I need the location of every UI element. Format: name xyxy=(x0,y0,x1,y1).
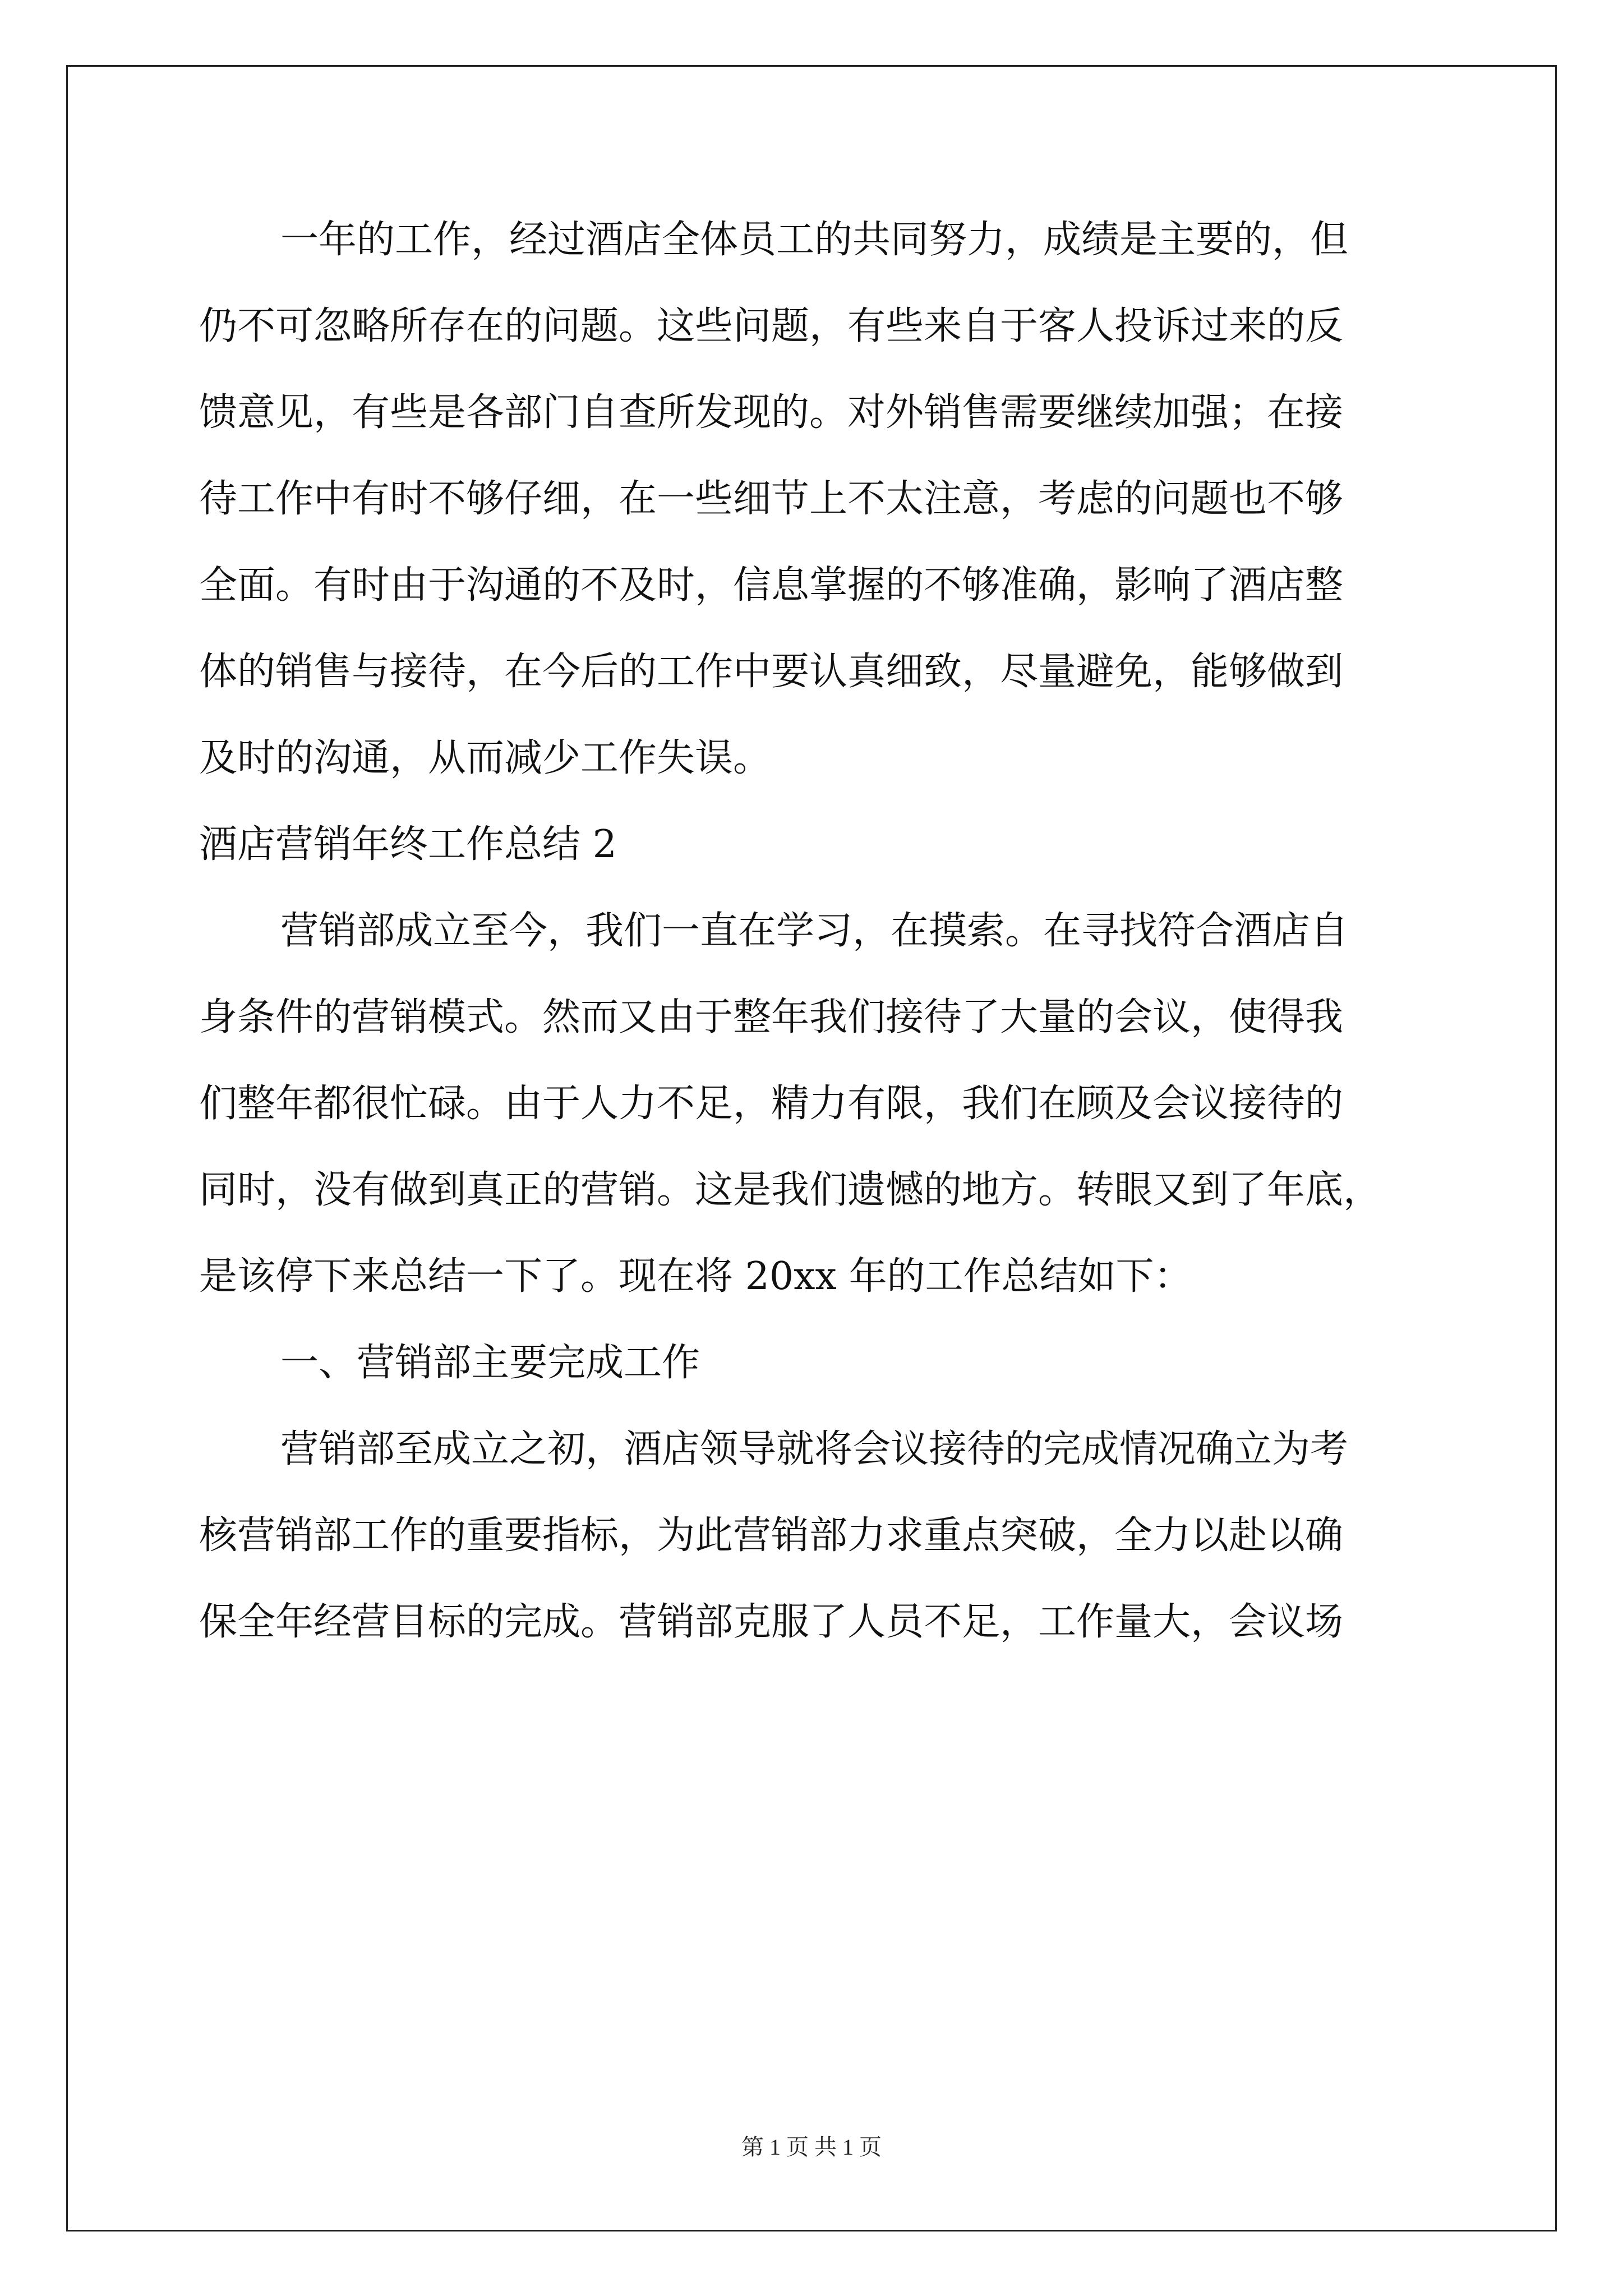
subsection-heading: 一、营销部主要完成工作 xyxy=(280,1341,700,1385)
paragraph-line: 保全年经营目标的完成。营销部克服了人员不足，工作量大，会议场 xyxy=(199,1600,1344,1644)
paragraph-line: 核营销部工作的重要指标，为此营销部力求重点突破，全力以赴以确 xyxy=(199,1513,1344,1558)
paragraph-line: 待工作中有时不够仔细，在一些细节上不太注意，考虑的问题也不够 xyxy=(199,477,1344,521)
paragraph-line: 全面。有时由于沟通的不及时，信息掌握的不够准确，影响了酒店整 xyxy=(199,563,1344,608)
paragraph-line: 一年的工作，经过酒店全体员工的共同努力，成绩是主要的，但 xyxy=(280,218,1349,262)
paragraph-line: 身条件的营销模式。然而又由于整年我们接待了大量的会议，使得我 xyxy=(199,995,1344,1039)
paragraph-line: 营销部至成立之初，酒店领导就将会议接待的完成情况确立为考 xyxy=(280,1427,1349,1471)
paragraph-line: 仍不可忽略所存在的问题。这些问题，有些来自于客人投诉过来的反 xyxy=(199,304,1344,348)
section-title: 酒店营销年终工作总结 2 xyxy=(199,822,617,867)
paragraph-line: 是该停下来总结一下了。现在将 20xx 年的工作总结如下： xyxy=(199,1254,1192,1299)
document-body xyxy=(199,218,1433,2069)
page-footer: 第 1 页 共 1 页 xyxy=(741,2134,882,2160)
paragraph-line: 馈意见，有些是各部门自查所发现的。对外销售需要继续加强；在接 xyxy=(199,390,1344,435)
paragraph-line: 及时的沟通，从而减少工作失误。 xyxy=(199,736,772,780)
paragraph-line: 同时，没有做到真正的营销。这是我们遗憾的地方。转眼又到了年底， xyxy=(199,1168,1382,1212)
paragraph-line: 营销部成立至今，我们一直在学习，在摸索。在寻找符合酒店自 xyxy=(280,909,1349,953)
paragraph-line: 们整年都很忙碌。由于人力不足，精力有限，我们在顾及会议接待的 xyxy=(199,1082,1344,1126)
paragraph-line: 体的销售与接待，在今后的工作中要认真细致，尽量避免，能够做到 xyxy=(199,650,1344,694)
